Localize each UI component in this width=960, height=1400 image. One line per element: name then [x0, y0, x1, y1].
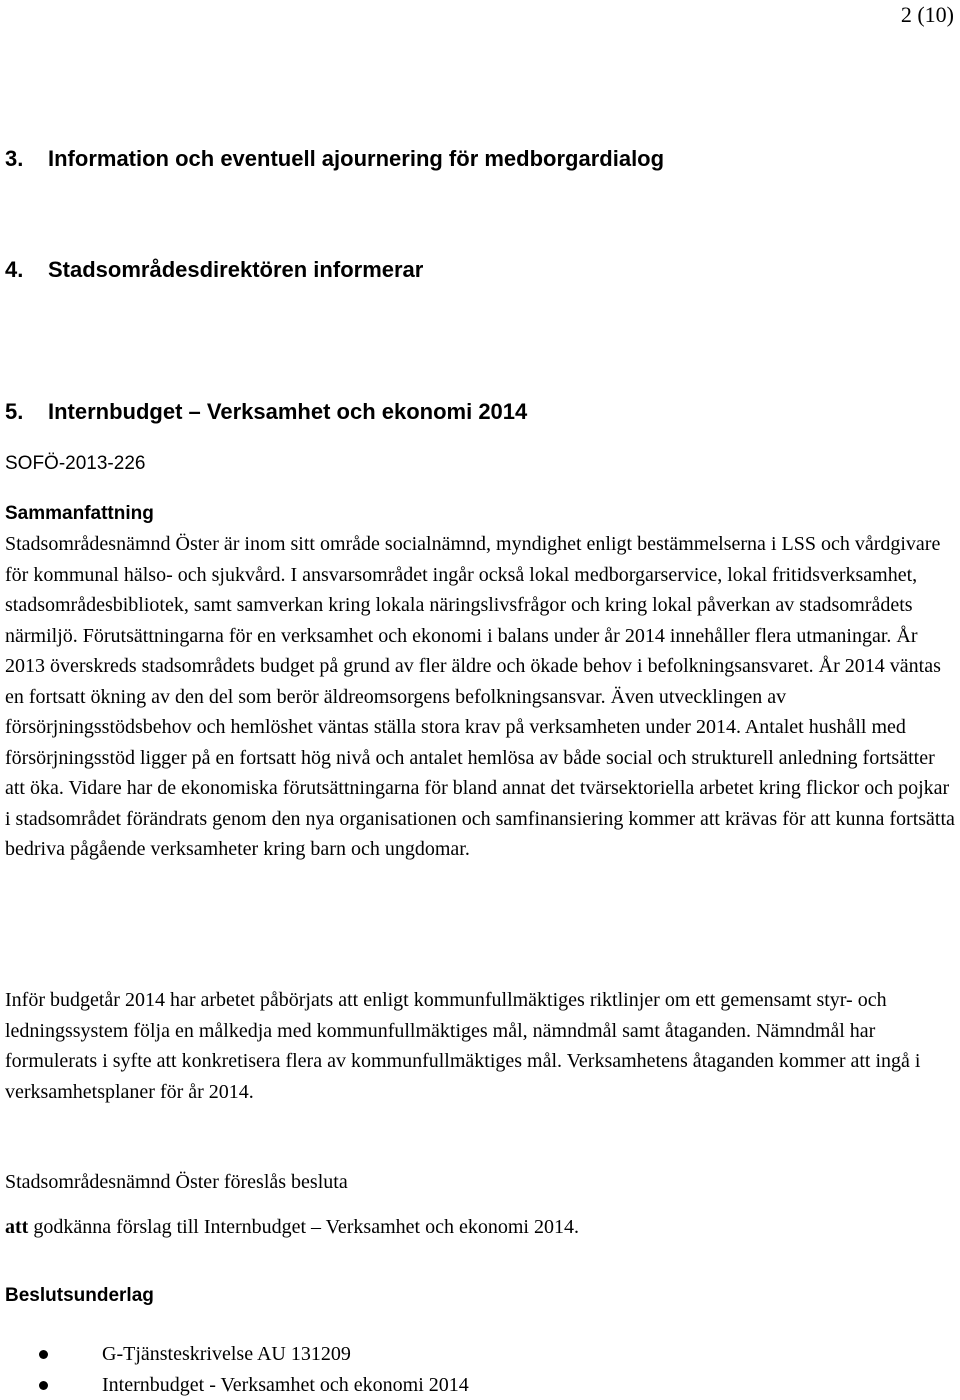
proposal-intro: Stadsområdesnämnd Öster föreslås besluta [5, 1167, 957, 1198]
case-number: SOFÖ-2013-226 [5, 452, 145, 476]
section-number: 3. [5, 145, 48, 173]
list-item-label: Internbudget - Verksamhet och ekonomi 2014 [102, 1374, 469, 1396]
section-heading-5 [5, 398, 527, 426]
bullet-icon [39, 1350, 48, 1359]
section-heading-3 [5, 145, 664, 173]
summary-paragraph-lead: Stadsområdesnämnd Öster är inom sitt område socialnämnd, myndighet enligt bestämmelserna i LSS och vårdgivare för kommunal hälso- och sjukvård. [5, 533, 940, 586]
section-title: Internbudget – Verksamhet och ekonomi 2014 [48, 399, 527, 424]
summary-paragraph [5, 529, 957, 865]
proposal-decision [5, 1212, 957, 1243]
basis-heading: Beslutsunderlag [5, 1284, 154, 1308]
section-heading-4 [5, 256, 423, 284]
list-item [0, 1370, 469, 1400]
page-number: 2 (10) [901, 0, 954, 30]
bullet-icon [39, 1381, 48, 1390]
list-item [0, 1339, 469, 1370]
section-title: Stadsområdesdirektören informerar [48, 257, 423, 282]
basis-list [0, 1339, 469, 1400]
decision-text: godkänna förslag till Internbudget – Verksamhet och ekonomi 2014. [33, 1216, 579, 1238]
summary-heading: Sammanfattning [5, 502, 154, 526]
section-title: Information och eventuell ajournering för medborgardialog [48, 146, 664, 171]
budget-process-paragraph: Inför budgetår 2014 har arbetet påbörjats att enligt kommunfullmäktiges riktlinjer om ett gemensamt styr- och ledningssystem följa en målkedja med kommunfullmäktiges mål, nämndmål samt åtaganden. Nämndmål har formulerats i syfte att konkretisera flera av kommunfullmäktiges mål. Verksamhetens åtaganden kommer att ingå i verksamhetsplaner för år 2014. [5, 985, 957, 1107]
att-keyword: att [5, 1216, 28, 1238]
summary-paragraph-body: I ansvarsområdet ingår också lokal medborgarservice, lokal fritidsverksamhet, stadsområdesbibliotek, samt samverkan kring lokala näringslivsfrågor och kring lokal påverkan av stadsområdets närmiljö. Förutsättningarna för en verksamhet och ekonomi i balans under år 2014 innehåller flera utmaningar. År 2013 överskreds stadsområdets budget på grund av fler äldre och ökade behov i befolkningsansvaret. År 2014 väntas en fortsatt ökning av den del som berör äldreomsorgens befolkningsansvar. Även utvecklingen av försörjningsstödsbehov och hemlöshet väntas ställa stora krav på verksamheten under 2014. Antalet hushåll med försörjningsstöd ligger på en fortsatt hög nivå och antalet hemlösa av både social och strukturell anledning fortsätter att öka. Vidare har de ekonomiska förutsättningarna för bland annat det tvärsektoriella arbetet kring flickor och pojkar i stadsområdet förändrats genom den nya organisationen och samfinansiering kommer att krävas för att kunna fortsätta bedriva pågående verksamheter kring barn och ungdomar. [5, 564, 955, 861]
section-number: 4. [5, 256, 48, 284]
section-number: 5. [5, 398, 48, 426]
list-item-label: G-Tjänsteskrivelse AU 131209 [102, 1343, 351, 1365]
